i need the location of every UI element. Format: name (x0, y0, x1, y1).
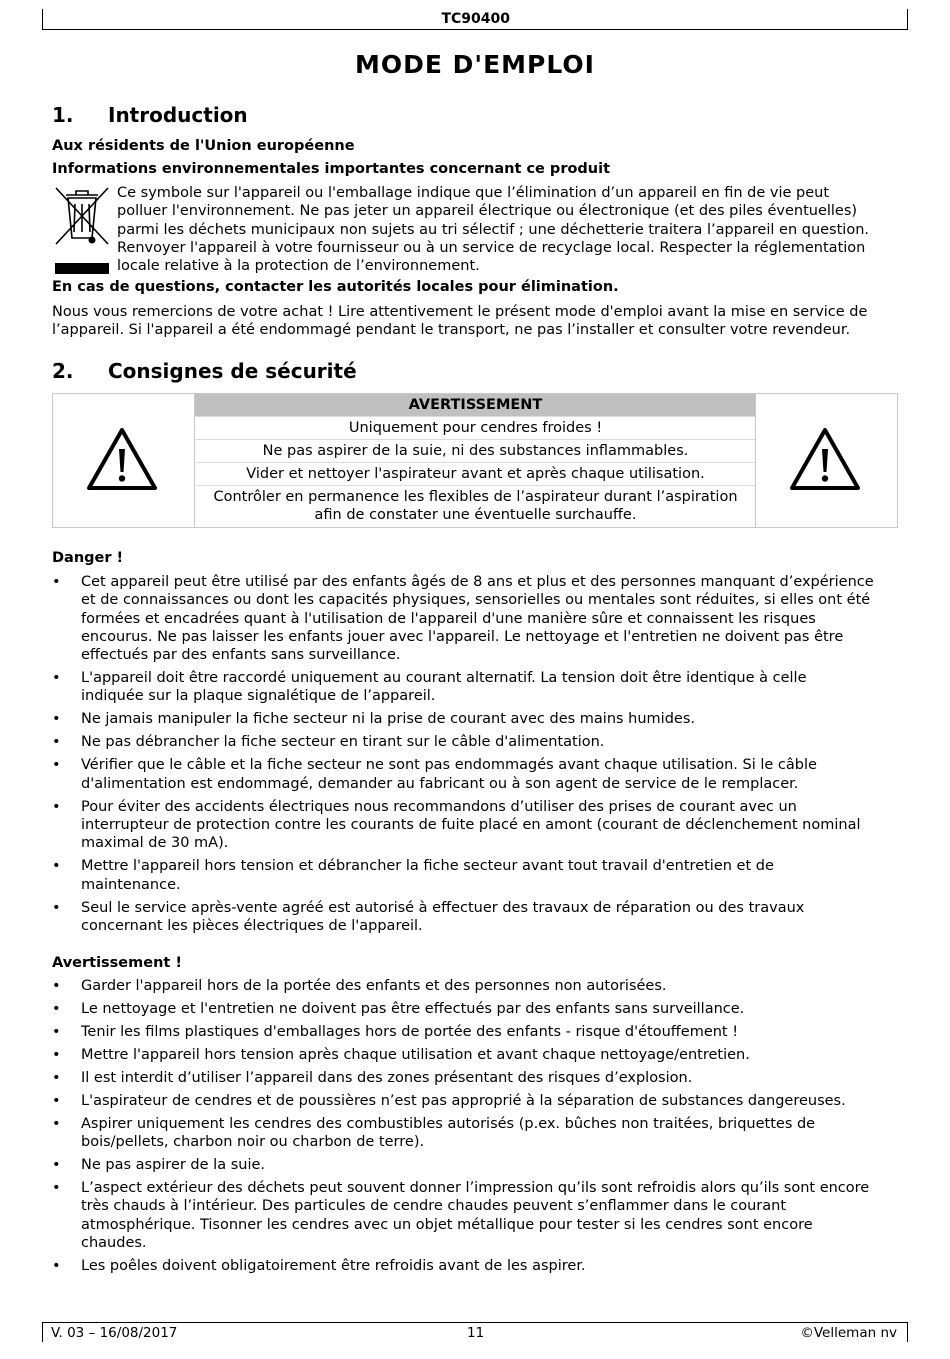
weee-line: polluer l'environnement. Ne pas jeter un appareil électrique ou électronique (et des piles éventuelles) (117, 203, 858, 220)
bullet-line: encourus. Ne pas laisser les enfants jouer avec l'appareil. Le nettoyage et l'entretien ne doivent pas être (81, 628, 844, 645)
bullet-line: • L'aspirateur de cendres et de poussières n’est pas approprié à la séparation de substances dangereuses. (81, 1092, 846, 1109)
page-footer (42, 1322, 908, 1342)
weee-line: Ce symbole sur l'appareil ou l'emballage indique que l’élimination d’un appareil en fin de vie peut (117, 185, 830, 201)
bullet-item (52, 1046, 902, 1064)
page-header (42, 9, 908, 30)
bullet-item (52, 733, 902, 751)
thanks-line: l’appareil. Si l'appareil a été endommagé pendant le transport, ne pas l’installer et consulter votre revendeur. (52, 322, 851, 339)
bullet-item (52, 756, 902, 793)
bullet-line: atmosphérique. Tisonner les cendres avec un objet métallique pour tester si les cendres sont encore (81, 1216, 813, 1233)
model-number: TC90400 (441, 11, 510, 27)
bullet-item (52, 669, 902, 706)
bullet-item (52, 1115, 902, 1152)
bullet-item (52, 1156, 902, 1174)
weee-line: locale relative à la protection de l’environnement. (117, 258, 480, 275)
environment-heading: Informations environnementales importantes concernant ce produit (52, 161, 611, 177)
version-date: V. 03 – 16/08/2017 (51, 1325, 178, 1341)
section-title: Consignes de sécurité (108, 359, 357, 383)
bullet-line: • Ne jamais manipuler la fiche secteur ni la prise de courant avec des mains humides. (81, 711, 695, 728)
bullet-item (52, 857, 902, 894)
bullet-item (52, 1023, 902, 1041)
bullet-line: concernant les pièces électriques de l'appareil. (81, 917, 423, 934)
section-title: Introduction (108, 103, 248, 127)
warning-box-left-cell (53, 394, 195, 527)
weee-line: parmi les déchets municipaux non sujets au tri sélectif ; une déchetterie traitera l’appareil en question. (117, 221, 869, 238)
warning-box-text (195, 394, 756, 527)
warning-row-line: afin de constater une éventuelle surchauffe. (314, 507, 637, 523)
warning-list (52, 977, 902, 1280)
weee-line: Renvoyer l'appareil à votre fournisseur ou à un service de recyclage local. Respecter la réglementation (117, 239, 866, 256)
bullet-line: • Garder l'appareil hors de la portée des enfants et des personnes non autorisées. (81, 978, 667, 994)
bullet-line: bois/pellets, charbon noir ou charbon de terre). (81, 1134, 425, 1151)
bullet-line: • Ne pas débrancher la fiche secteur en tirant sur le câble d'alimentation. (81, 734, 605, 751)
bullet-item (52, 1179, 902, 1252)
weee-bar-mark (55, 263, 109, 274)
bullet-item (52, 573, 902, 664)
document-title (0, 50, 950, 79)
danger-heading: Danger ! (52, 550, 124, 566)
thanks-paragraph (52, 303, 867, 340)
bullet-line: • Pour éviter des accidents électriques nous recommandons d’utiliser des prises de courant avec un (81, 798, 797, 815)
bullet-item (52, 977, 902, 995)
warning-box (52, 393, 898, 528)
warning-row (195, 485, 756, 526)
bullet-line: très chauds à l’intérieur. Des particules de cendre chaudes peuvent s’enflammer dans le courant (81, 1198, 787, 1215)
bullet-item (52, 1092, 902, 1110)
bullet-line: • L’aspect extérieur des déchets peut souvent donner l’impression qu’ils sont refroidis alors qu’ils sont encore (81, 1180, 870, 1197)
warning-row-line: Contrôler en permanence les flexibles de l’aspirateur durant l’aspiration (213, 489, 738, 505)
bullet-item (52, 710, 902, 728)
section-heading-introduction (52, 103, 248, 127)
bullet-line: • Seul le service après-vente agréé est autorisé à effectuer des travaux de réparation ou des travaux (81, 899, 805, 916)
bullet-line: indiquée sur la plaque signalétique de l’appareil. (81, 688, 436, 705)
section-number: 1. (52, 103, 74, 127)
thanks-line: Nous vous remercions de votre achat ! Lire attentivement le présent mode d'emploi avant la mise en service de (52, 304, 868, 320)
bullet-line: formées et encadrées quant à l'utilisation de l'appareil d'une manière sûre et connaissent les risques (81, 610, 816, 627)
bullet-line: • Mettre l'appareil hors tension après chaque utilisation et avant chaque nettoyage/entretien. (81, 1046, 750, 1063)
bullet-line: maximal de 30 mA). (81, 835, 229, 852)
bullet-item (52, 1257, 902, 1275)
questions-notice: En cas de questions, contacter les autorités locales pour élimination. (52, 279, 619, 295)
danger-list (52, 573, 902, 940)
bullet-line: chaudes. (81, 1235, 147, 1252)
bullet-line: • Vérifier que le câble et la fiche secteur ne sont pas endommagés avant chaque utilisation. Si le câble (81, 757, 817, 774)
bullet-line: maintenance. (81, 876, 181, 893)
bullet-line: • Les poêles doivent obligatoirement être refroidis avant de les aspirer. (81, 1258, 586, 1275)
crossed-bin-icon (52, 184, 112, 248)
warning-heading: Avertissement ! (52, 955, 182, 971)
bullet-item (52, 1000, 902, 1018)
bullet-line: • Aspirer uniquement les cendres des combustibles autorisés (p.ex. bûches non traitées, briquettes de (81, 1115, 816, 1132)
bullet-line: • L'appareil doit être raccordé uniquement au courant alternatif. La tension doit être identique à celle (81, 670, 807, 687)
bullet-line: • Tenir les films plastiques d'emballages hors de portée des enfants - risque d'étouffement ! (81, 1023, 739, 1040)
warning-row: Uniquement pour cendres froides ! (195, 416, 756, 439)
copyright: ©Velleman nv (800, 1325, 897, 1341)
bullet-item (52, 798, 902, 853)
bullet-line: • Il est interdit d’utiliser l’appareil dans des zones présentant des risques d’explosion. (81, 1069, 693, 1086)
bullet-line: • Ne pas aspirer de la suie. (81, 1157, 265, 1174)
bullet-line: • Cet appareil peut être utilisé par des enfants âgés de 8 ans et plus et des personnes manquant d’expérience (81, 574, 874, 590)
warning-box-right-cell (755, 394, 897, 527)
warning-row: Vider et nettoyer l'aspirateur avant et après chaque utilisation. (195, 462, 756, 485)
eu-residents-heading: Aux résidents de l'Union européenne (52, 138, 355, 154)
bullet-line: et de connaissances ou dont les capacités physiques, sensorielles ou mentales sont réduites, si elles ont été (81, 592, 871, 609)
page-number: 11 (467, 1325, 485, 1341)
section-number: 2. (52, 359, 74, 383)
bullet-item (52, 1069, 902, 1087)
bullet-line: d'alimentation est endommagé, demander au fabricant ou à son agent de service de le remplacer. (81, 775, 799, 792)
warning-triangle-icon (789, 427, 861, 491)
warning-row: Ne pas aspirer de la suie, ni des substances inflammables. (195, 439, 756, 462)
document-title-text: MODE D'EMPLOI (355, 50, 595, 79)
weee-paragraph (117, 184, 869, 275)
bullet-item (52, 899, 902, 936)
bullet-line: • Mettre l'appareil hors tension et débrancher la fiche secteur avant tout travail d'entretien et de (81, 858, 774, 875)
warning-box-heading: AVERTISSEMENT (195, 394, 756, 416)
section-heading-safety (52, 359, 357, 383)
bullet-line: effectués par des enfants sans surveillance. (81, 647, 401, 664)
bullet-line: • Le nettoyage et l'entretien ne doivent pas être effectués par des enfants sans surveillance. (81, 1000, 745, 1017)
bullet-line: interrupteur de protection contre les courants de fuite placé en amont (courant de déclenchement nominal (81, 817, 861, 833)
warning-triangle-icon (86, 427, 158, 491)
